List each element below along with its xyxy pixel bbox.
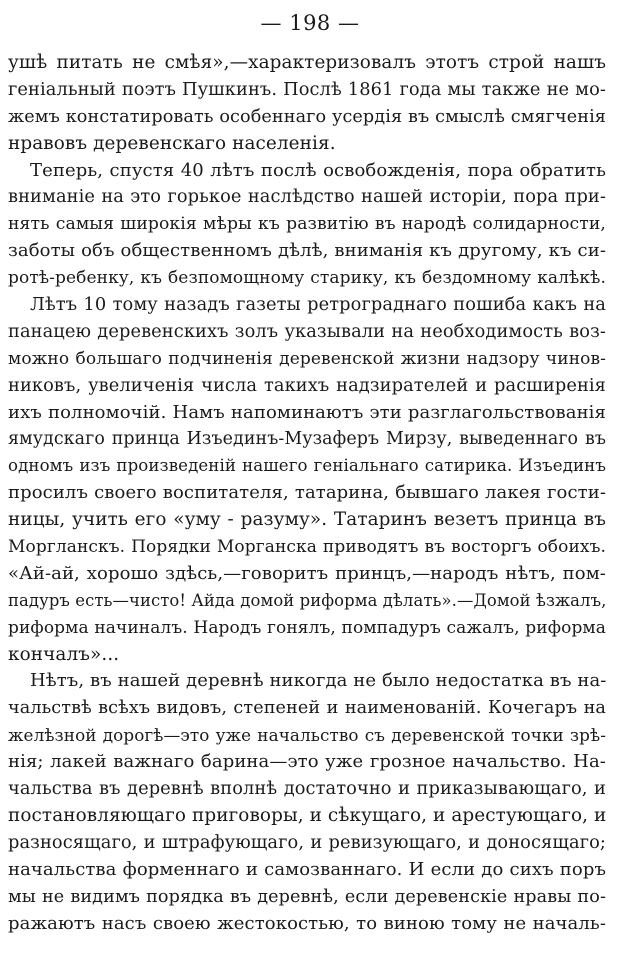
text-line: мы не видимъ порядка въ деревнѣ, если деревенскіе нравы по- — [8, 886, 606, 907]
paragraph — [8, 668, 606, 937]
text-line: жемъ констатировать особеннаго усердія въ смыслѣ смягченія — [8, 106, 606, 127]
text-line: чальствѣ всѣхъ видовъ, степеней и наименованій. Кочегаръ на — [8, 698, 606, 719]
text-line: одномъ изъ произведеній нашего геніальнаго сатирика. Изъединъ — [8, 456, 606, 476]
paragraph — [8, 50, 606, 158]
text-line: нія; лакей важнаго барина—это уже грозное начальство. На- — [8, 751, 606, 773]
text-line: Нѣтъ, въ нашей деревнѣ никогда не было недостатка въ на- — [30, 670, 607, 692]
text-line: панацею деревенскихъ золъ указывали на необходимость воз- — [8, 320, 606, 342]
text-line: желѣзной дорогѣ—это уже начальство съ деревенской точки зрѣ- — [8, 725, 606, 746]
text-line: чальства въ деревнѣ вполнѣ достаточно и приказывающаго, и — [8, 778, 606, 800]
text-line: ихъ полномочій. Намъ напоминаютъ эти разглагольствованія — [8, 401, 606, 423]
text-line: «Ай-ай, хорошо здѣсь,—говоритъ принцъ,—народъ нѣтъ, пом- — [8, 562, 606, 584]
text-line: просилъ своего воспитателя, татарина, бывшаго лакея гости- — [8, 482, 606, 504]
text-line: Теперь, спустя 40 лѣтъ послѣ освобожденія, пора обратить — [30, 159, 606, 181]
text-line: нять самыя широкія мѣры къ развитію въ народѣ солидарности, — [8, 214, 606, 235]
text-line: ницы, учить его «уму - разуму». Татаринъ везетъ принца въ — [8, 509, 606, 531]
text-line: ражаютъ насъ своею жестокостью, то виною тому не началь- — [8, 912, 606, 934]
paragraph — [8, 292, 606, 668]
text-line: нравовъ деревенскаго населенія. — [8, 132, 336, 154]
text-line: геніальный поэтъ Пушкинъ. Послѣ 1861 года мы также не мо- — [8, 78, 606, 100]
page-number: — 198 — — [260, 11, 360, 35]
text-line: разносящаго, и штрафующаго, и ревизующаго, и доносящаго; — [8, 831, 606, 853]
text-line: ротѣ-ребенку, къ безпомощному старику, къ бездомному калѣкѣ. — [8, 268, 606, 289]
page-text — [8, 50, 606, 937]
text-line: кончалъ»... — [8, 643, 120, 665]
text-line: постановляющаго приговоры, и сѣкущаго, и арестующаго, и — [8, 804, 607, 826]
text-line: ушѣ питать не смѣя»,—характеризовалъ этотъ строй нашъ — [8, 52, 606, 73]
text-line: ямудскаго принца Изъединъ-Музаферъ Мирзу, выведеннаго въ — [8, 429, 606, 450]
text-line: падуръ есть—чисто! Айда домой риформа дѣлать».—Домой ѣзжалъ, — [8, 590, 607, 610]
text-line: заботы объ общественномъ дѣлѣ, вниманія къ другому, къ си- — [8, 240, 606, 262]
paragraph — [8, 158, 606, 292]
text-line: Лѣтъ 10 тому назадъ газеты ретрограднаго пошиба какъ на — [30, 294, 606, 316]
text-line: начальства форменнаго и самозваннаго. И если до сихъ поръ — [8, 858, 606, 880]
text-line: можно большаго подчиненія деревенской жизни надзору чинов- — [8, 348, 606, 369]
text-line: риформа начиналъ. Народъ гонялъ, помпадуръ сажалъ, риформа — [8, 617, 606, 638]
text-line: никовъ, увеличенія числа такихъ надзирателей и расширенія — [8, 374, 606, 396]
text-line: вниманіе на это горькое наслѣдство нашей исторіи, пора при- — [8, 186, 606, 208]
text-line: Моргланскъ. Порядки Морганска приводятъ въ восторгъ обоихъ. — [8, 537, 606, 558]
